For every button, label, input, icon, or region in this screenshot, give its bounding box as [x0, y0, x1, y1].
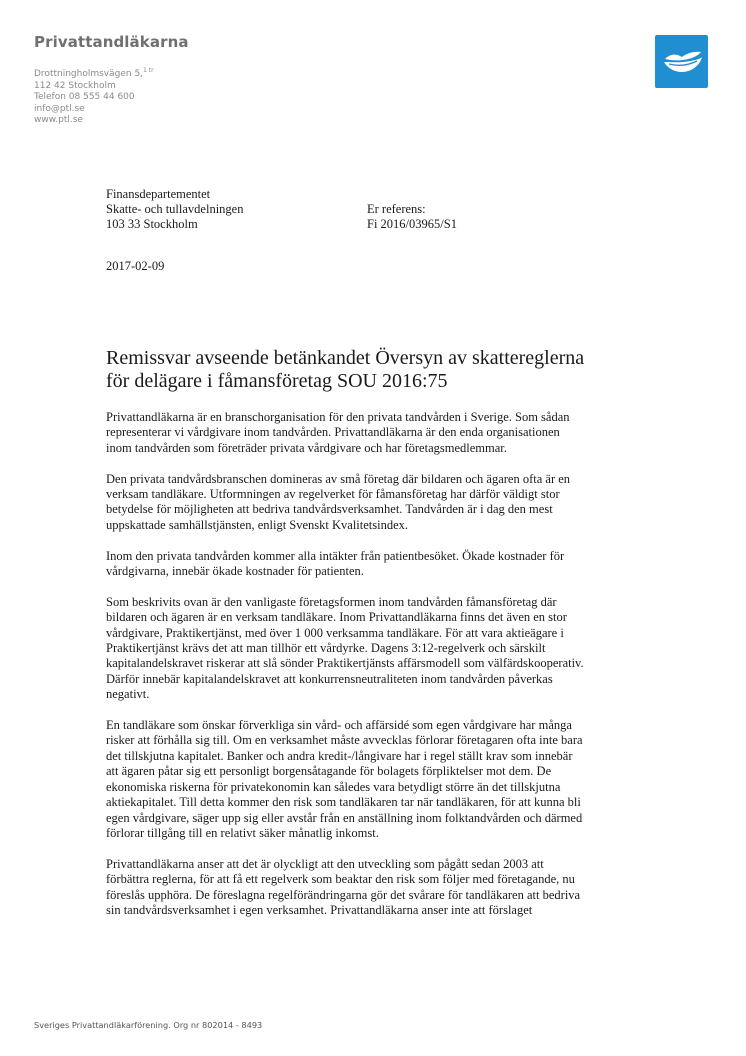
body-paragraph: Privattandläkarna anser att det är olyckligt att den utveckling som pågått sedan 2003 att förbättra reglerna, för att få ett regelverk som beaktar den risk som följer med företagande, nu föreslås upphöra. De föreslagna regelförändringarna gör det svårare för tandläkaren att bedriva sin tandvårdsverksamhet i egen verksamhet. Privattandläkarna anser inte att förslaget [106, 856, 581, 917]
body-paragraph: En tandläkare som önskar förverkliga sin vård- och affärsidé som egen vårdgivare har många risker att förhålla sig till. Om en verksamhet måste avvecklas förlorar företagaren ofta inte bara det tillskjutna kapitalet. Banker och andra kredit-/långivare har i regel ställt krav som innebär att ägaren påtar sig ett personligt borgensåtagande för bolagets förpliktelser mot dem. De ekonomiska riskerna för privatekonomin kan således vara betydligt större än det tillskjutna aktiekapitalet. Till detta kommer den risk som tandläkaren tar när tandläkaren, för att kunna bli egen vårdgivare, säger upp sig eller avstår från en anställning inom folktandvården och därmed förlorar tillgång till en relativt säker månatlig inkomst. [106, 718, 583, 840]
recipient-line: 103 33 Stockholm [106, 217, 198, 232]
body-paragraph: Som beskrivits ovan är den vanligaste företagsformen inom tandvården fåmansföretag där bildaren och ägaren är en verksam tandläkare. Inom Privattandläkarna finns det även en stor vårdgivare, Praktikertjänst, med över 1 000 verksamma tandläkare. För att vara aktieägare i Praktikertjänst krävs det att man tillhör ett vårdyrke. Dagens 3:12-regelverk och särskilt kapitalandelskravet riskerar att slå sönder Praktikertjänsts affärsmodell som välfärdskooperativ. Därför innebär kapitalandelskravet att konkurrensneutraliteten inom tandvården påverkas negativt. [106, 594, 584, 702]
body-paragraph: Inom den privata tandvården kommer alla intäkter från patientbesöket. Ökade kostnader för vårdgivarna, innebär ökade kostnader för patienten. [106, 548, 565, 579]
letter-body [106, 410, 646, 934]
body-paragraph: Privattandläkarna är en branschorganisation för den privata tandvården i Sverige. Som sådan representerar vi vårdgivare inom tandvården. Privattandläkarna är den enda organisationen inom tandvården som företräder privata vårdgivare och har företagsmedlemmar. [106, 410, 570, 455]
letter-date: 2017-02-09 [106, 259, 165, 273]
address-street-line [34, 65, 154, 81]
address-floor: 1 tr [143, 67, 154, 74]
lips-logo-icon [655, 35, 708, 88]
body-paragraph: Den privata tandvårdsbranschen domineras av små företag där bildaren och ägaren ofta är en verksam tandläkare. Utformningen av regelverket för fåmansföretag har därför väldigt stor betydelse för möjligheten att bedriva tandvårdsverksamhet. Tandvården är i dag den mest uppskattade samhällstjänsten, enligt Svenskt Kvalitetsindex. [106, 471, 571, 532]
document-title: Remissvar avseende betänkandet Översyn av skattereglerna för delägare i fåmansföretag SOU 2016:75 [106, 347, 585, 392]
phone-number: Telefon 08 555 44 600 [34, 92, 135, 103]
recipient-line: Finansdepartementet [106, 187, 211, 201]
address-street: Drottningholmsvägen 5, [34, 69, 144, 79]
address-postal: 112 42 Stockholm [34, 80, 116, 91]
recipient-address [106, 187, 243, 233]
contact-block [34, 65, 154, 127]
reference-label: Er referens: [367, 202, 426, 216]
recipient-line: Skatte- och tullavdelningen [106, 202, 244, 217]
email-link[interactable]: info@ptl.se [34, 103, 85, 114]
logo-graphic [655, 35, 708, 88]
page-footer: Sveriges Privattandläkarförening. Org nr 802014 - 8493 [34, 1020, 263, 1030]
reference-block [367, 202, 457, 232]
organization-name: Privattandläkarna [34, 33, 189, 51]
reference-value: Fi 2016/03965/S1 [367, 217, 457, 232]
website-link[interactable]: www.ptl.se [34, 115, 83, 126]
